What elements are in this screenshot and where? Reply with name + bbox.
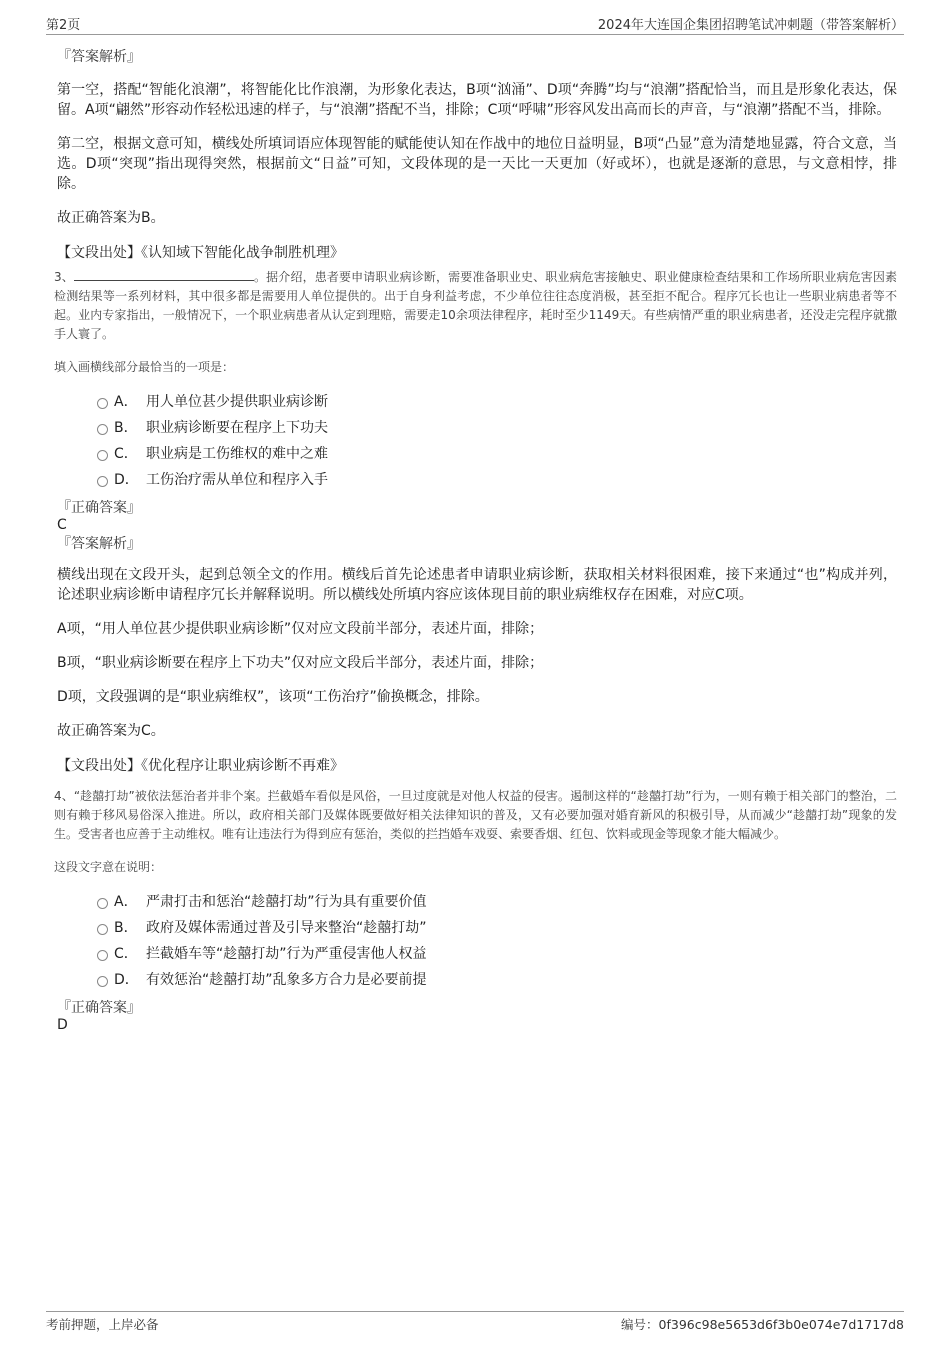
- q3-answer: C: [57, 517, 67, 533]
- q3-number: 3、: [54, 270, 74, 284]
- q3-passage: [54, 268, 897, 344]
- q4-option-d[interactable]: D． 有效惩治“趁囍打劫”乱象多方合力是必要前提: [57, 967, 897, 993]
- q3-conclusion: 故正确答案为C。: [57, 723, 165, 739]
- q3-option-b[interactable]: B． 职业病诊断要在程序上下功夫: [57, 415, 897, 441]
- page-header: [46, 14, 904, 35]
- radio-icon[interactable]: [97, 424, 108, 435]
- q3-answer-label: 『正确答案』: [57, 500, 141, 516]
- document-code: 编号：0f396c98e5653d6f3b0e074e7d1717d8: [621, 1317, 904, 1332]
- q4-passage: 4、“趁囍打劫”被依法惩治者并非个案。拦截婚车看似是风俗，一旦过度就是对他人权益的侵害。遏制这样的“趁囍打劫”行为，一则有赖于相关部门的整治，二则有赖于移风易俗深入推进。所以，政府相关部门及媒体既要做好相关法律知识的普及，又有必要加强对婚育新风的积极引导，从而减少“趁囍打劫”现象的发生。受害者也应善于主动维权。唯有让违法行为得到应有惩治，类似的拦挡婚车戏耍、索要香烟、红包、饮料或现金等现象才能大幅减少。: [54, 789, 897, 841]
- radio-icon[interactable]: [97, 924, 108, 935]
- q2-analysis-label: 『答案解析』: [57, 49, 141, 65]
- q4-option-a[interactable]: A． 严肃打击和惩治“趁囍打劫”行为具有重要价值: [57, 889, 897, 915]
- radio-icon[interactable]: [97, 450, 108, 461]
- q3-source: 【文段出处】《优化程序让职业病诊断不再难》: [57, 758, 344, 774]
- q3-option-c[interactable]: C． 职业病是工伤维权的难中之难: [57, 441, 897, 467]
- q3-prompt: 填入画横线部分最恰当的一项是：: [54, 360, 235, 374]
- page-footer: [46, 1311, 904, 1336]
- page-number: 第2页: [46, 18, 81, 33]
- q2-analysis-p2: 第二空，根据文意可知，横线处所填词语应体现智能的赋能使认知在作战中的地位日益明显，B项“凸显”意为清楚地显露，符合文意，当选。D项“突现”指出现得突然，根据前文“日益”可知，文段体现的是一天比一天更加（好或坏），也就是逐渐的意思，与文意相悖，排除。: [57, 136, 897, 192]
- q2-conclusion: 故正确答案为B。: [57, 210, 165, 226]
- q3-option-d[interactable]: D． 工伤治疗需从单位和程序入手: [57, 467, 897, 493]
- radio-icon[interactable]: [97, 398, 108, 409]
- radio-icon[interactable]: [97, 898, 108, 909]
- q3-analysis-a2: A项，“用人单位甚少提供职业病诊断”仅对应文段前半部分，表述片面，排除；: [57, 621, 544, 637]
- q4-option-b[interactable]: B． 政府及媒体需通过普及引导来整治“趁囍打劫”: [57, 915, 897, 941]
- q3-option-a[interactable]: A． 用人单位甚少提供职业病诊断: [57, 389, 897, 415]
- q3-blank-line: [74, 268, 254, 281]
- q3-analysis-a4: D项，文段强调的是“职业病维权”，该项“工伤治疗”偷换概念，排除。: [57, 689, 489, 705]
- footer-slogan: 考前押题，上岸必备: [46, 1317, 159, 1332]
- page-content: [54, 46, 897, 1033]
- q2-analysis-p1: 第一空，搭配“智能化浪潮”，将智能化比作浪潮，为形象化表达，B项“汹涌”、D项“奔腾”均与“浪潮”搭配恰当，而且是形象化表达，保留。A项“翩然”形容动作轻松迅速的样子，与“浪潮”搭配不当，排除；C项“呼啸”形容风发出高而长的声音，与“浪潮”搭配不当，排除。: [57, 82, 897, 118]
- q2-source: 【文段出处】《认知域下智能化战争制胜机理》: [57, 245, 344, 261]
- q3-analysis-a3: B项，“职业病诊断要在程序上下功夫”仅对应文段后半部分，表述片面，排除；: [57, 655, 544, 671]
- q3-analysis-a1: 横线出现在文段开头，起到总领全文的作用。横线后首先论述患者申请职业病诊断，获取相关材料很困难，接下来通过“也”构成并列，论述职业病诊断申请程序冗长并解释说明。所以横线处所填内容应该体现目前的职业病维权存在困难，对应C项。: [57, 567, 897, 603]
- q4-prompt: 这段文字意在说明：: [54, 860, 163, 874]
- q3-passage-text: 。据介绍，患者要申请职业病诊断，需要准备职业史、职业病危害接触史、职业健康检查结果和工作场所职业病危害因素检测结果等一系列材料，其中很多都是需要用人单位提供的。出于自身利益考虑，不少单位往往态度消极，甚至拒不配合。程序冗长也让一些职业病患者等不起。业内专家指出，一般情况下，一个职业病患者从认定到理赔，需要走10余项法律程序，耗时至少1149天。有些病情严重的职业病患者，还没走完程序就撒手人寰了。: [54, 270, 897, 341]
- q4-options: [57, 889, 897, 993]
- q3-analysis-label: 『答案解析』: [57, 536, 141, 552]
- radio-icon[interactable]: [97, 476, 108, 487]
- q4-answer-label: 『正确答案』: [57, 1000, 141, 1016]
- q4-answer: D: [57, 1017, 68, 1033]
- q4-option-c[interactable]: C． 拦截婚车等“趁囍打劫”行为严重侵害他人权益: [57, 941, 897, 967]
- radio-icon[interactable]: [97, 950, 108, 961]
- document-title: 2024年大连国企集团招聘笔试冲刺题（带答案解析）: [597, 18, 904, 33]
- radio-icon[interactable]: [97, 976, 108, 987]
- q3-options: [57, 389, 897, 493]
